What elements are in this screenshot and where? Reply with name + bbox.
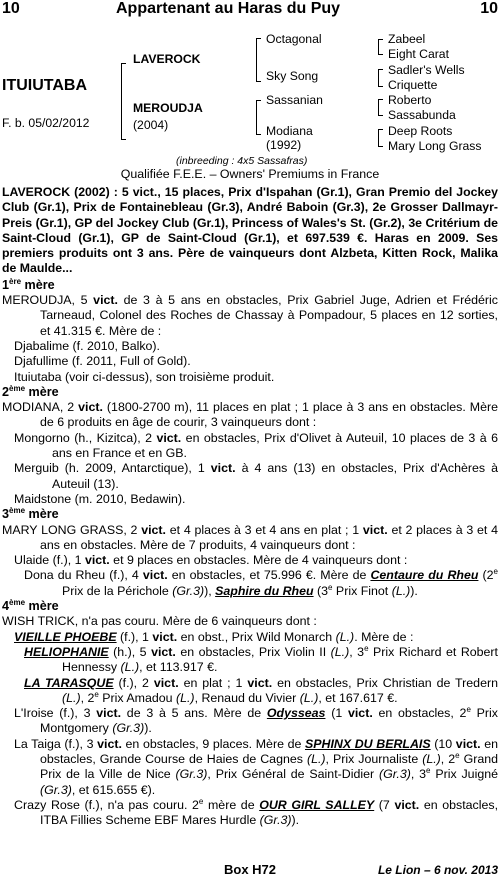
fourth-dam-heading xyxy=(2,599,498,614)
fourth-dam-record: WISH TRICK, n'a pas couru. Mère de 6 vainqueurs dont : xyxy=(2,614,317,629)
text-run: en obstacles, ITBA Fillies Scheme EBF Mares Hurdle xyxy=(40,797,499,828)
text-run: LA TARASQUE xyxy=(24,675,114,690)
pedigree-bracket xyxy=(378,129,383,147)
g3-ancestor: Mary Long Grass xyxy=(388,139,482,153)
text-run: en obstacles, Grande Course de Haies de Cagnes xyxy=(40,736,498,766)
text-run: (Gr.3) xyxy=(259,813,292,828)
text-run: e xyxy=(493,567,498,577)
text-run: ème xyxy=(9,506,26,516)
text-run: en obstacles, 2 xyxy=(372,706,467,721)
text-run: (Gr.3) xyxy=(378,767,411,782)
text-run: , 3 xyxy=(349,644,365,659)
text-run: vict. xyxy=(84,553,110,568)
box-number: Box H72 xyxy=(223,862,277,877)
text-run: Ulaide (f.), 1 xyxy=(14,553,85,568)
dam-name: MEROUDJA xyxy=(133,101,203,115)
g3-ancestor: Sassabunda xyxy=(388,108,456,122)
text-run: MEROUDJA, 5 xyxy=(2,293,94,308)
lot-number-left: 10 xyxy=(2,0,20,17)
text-run: ère xyxy=(9,276,22,286)
text-run: , Renaud du Vivier xyxy=(194,690,300,705)
text-run: 4 xyxy=(2,599,10,614)
text-run: , Prix Journaliste xyxy=(325,751,423,766)
produce-entry xyxy=(2,798,498,829)
text-run: Prix Juigné xyxy=(430,767,498,782)
text-run: (L.) xyxy=(335,629,355,644)
page-title: Appartenant au Haras du Puy xyxy=(116,0,341,17)
text-run: (10 xyxy=(430,736,456,751)
text-run: MODIANA, 2 xyxy=(2,400,79,415)
text-run: (3 xyxy=(313,583,329,598)
text-run: (L.) xyxy=(120,660,140,675)
text-run: vict. xyxy=(152,629,178,644)
text-run: mère xyxy=(25,507,59,522)
text-run: en obstacles, Prix Violin II xyxy=(175,644,331,659)
text-run: à 4 ans (13) en obstacles, Prix d'Achères à Auteuil (13). xyxy=(52,461,498,491)
pedigree-bracket xyxy=(256,100,261,135)
text-run: Dona du Rheu (f.), 4 xyxy=(24,568,143,583)
g3-ancestor: Deep Roots xyxy=(388,124,453,138)
text-run: (7 xyxy=(374,797,395,812)
text-run: en obstacles, et 75.996 €. Mère de xyxy=(167,568,371,583)
text-run: (Gr.3) xyxy=(175,767,208,782)
g3-ancestor: Sadler's Wells xyxy=(388,63,465,77)
text-run: de 3 à 5 ans en obstacles, Prix Gabriel Juge, Adrien et Frédéric Tarneaud, Colonel des Roches de Chassay à Pompadour, 5 places en 12 sorties, et 41.315 €. Mère de : xyxy=(40,293,498,338)
text-run: SPHINX DU BERLAIS xyxy=(304,736,431,751)
produce-entry: Djafullime (f. 2011, Full of Gold). xyxy=(14,354,191,369)
text-run: de 3 à 5 ans. Mère de xyxy=(121,706,267,721)
text-run: . Mère de : xyxy=(354,629,414,644)
text-run: ). xyxy=(410,583,418,598)
text-run: , Prix Général de Saint-Didier xyxy=(207,767,379,782)
text-run: vict. xyxy=(156,430,182,445)
text-run: Mongorno (h., Kizitca), 2 xyxy=(14,430,157,445)
text-run: VIEILLE PHOEBE xyxy=(14,629,117,644)
pedigree-bracket xyxy=(121,63,126,140)
text-run: vict. xyxy=(362,522,388,537)
text-run: (f.), 1 xyxy=(116,629,153,644)
text-run: mère xyxy=(25,384,59,399)
text-run: et 2 places à 3 et 4 ans en obstacles. Mère de 7 produits, 4 vainqueurs dont : xyxy=(40,522,498,552)
horse-name: ITUIUTABA xyxy=(2,77,88,94)
text-run: , 3 xyxy=(410,767,427,782)
dam-sire: Sassanian xyxy=(266,93,323,107)
text-run: vict. xyxy=(151,644,176,659)
text-run: (L.) xyxy=(330,644,350,659)
text-run: , et 113.917 €. xyxy=(139,660,218,675)
dam-dam: Modiana xyxy=(266,124,313,138)
text-run: vict. xyxy=(247,675,273,690)
sire-record: LAVEROCK (2002) : 5 vict., 15 places, Prix d'Ispahan (Gr.1), Gran Premio del Jockey Club (Gr.1), Prix de Fontainebleau (Gr.3), André Baboin (Gr.3), 2e Grosser Dallmayr-Preis (Gr.1), GP del Jockey Club (Gr.1), Princess of Wales's St. (Gr.2), 3e Critérium de Saint-Cloud (Gr.1), GP de Saint-Cloud (Gr.1), et 697.539 €. Haras en 2009. Ses premiers produits ont 3 ans. Père de vainqueurs dont Alzbeta, Kitten Rock, Malika de Maulde... xyxy=(2,185,498,276)
text-run: Merguib (h. 2009, Antarctique), 1 xyxy=(14,461,211,476)
text-run: , et 167.617 €. xyxy=(318,690,398,705)
second-dam-record xyxy=(2,400,498,431)
g3-ancestor: Zabeel xyxy=(388,32,426,46)
text-run: en obst., Prix Wild Monarch xyxy=(177,629,336,644)
text-run: (Gr.3) xyxy=(112,721,145,736)
text-run: La Taiga (f.), 3 xyxy=(14,736,98,751)
text-run: (L.) xyxy=(299,690,319,705)
text-run: , 2 xyxy=(440,751,456,766)
g3-ancestor: Criquette xyxy=(388,78,438,92)
text-run: L'Iroise (f.), 3 xyxy=(14,706,97,721)
catalogue-body xyxy=(2,185,498,828)
text-run: (1800-2700 m), 11 places en plat ; 1 place à 3 ans en obstacles. Mère de 6 produits en âge de courir, 3 vainqueurs dont : xyxy=(40,400,498,430)
text-run: ème xyxy=(9,383,26,393)
text-run: vict. xyxy=(347,706,373,721)
produce-entry xyxy=(2,630,498,645)
qualification-line: Qualifiée F.E.E. – Owners' Premiums in France xyxy=(120,167,380,181)
text-run: (f.), 2 xyxy=(113,675,154,690)
first-dam-heading xyxy=(2,278,498,293)
text-run: e xyxy=(328,582,333,592)
text-run: (Gr.3) xyxy=(40,782,72,797)
produce-entry: Ituiutaba (voir ci-dessus), son troisième produit. xyxy=(14,369,275,384)
text-run: (h.), 5 xyxy=(108,644,152,659)
text-run: ème xyxy=(9,597,26,607)
text-run: vict. xyxy=(455,736,481,751)
horse-info: F. b. 05/02/2012 xyxy=(2,116,90,130)
text-run: Prix Finot xyxy=(332,583,392,598)
text-run: en obstacles, Prix d'Olivet à Auteuil, 10 places de 3 à 6 ans en France et en GB. xyxy=(52,430,498,461)
g3-ancestor: Roberto xyxy=(388,93,432,107)
text-run: en obstacles, 9 places. Mère de xyxy=(121,736,305,751)
produce-entry xyxy=(2,461,498,492)
produce-entry xyxy=(2,553,498,568)
text-run: en obstacles, Prix Christian de Tredern xyxy=(272,675,498,690)
text-run: (L.) xyxy=(422,751,441,766)
text-run: (Gr.3) xyxy=(172,583,205,598)
text-run: vict. xyxy=(97,736,122,751)
text-run: e xyxy=(426,766,431,776)
text-run: Crazy Rose (f.), n'a pas couru. 2 xyxy=(14,797,199,812)
text-run: vict. xyxy=(93,293,118,308)
text-run: vict. xyxy=(96,706,122,721)
text-run: (L.) xyxy=(306,751,326,766)
text-run: Prix Amadou xyxy=(98,690,176,705)
text-run: mère xyxy=(21,277,55,292)
text-run: Prix de la Périchole xyxy=(62,583,173,598)
g3-ancestor: Eight Carat xyxy=(388,47,449,61)
text-run: ). xyxy=(291,813,300,828)
text-run: vict. xyxy=(394,797,420,812)
sire-dam: Sky Song xyxy=(266,69,319,83)
text-run: ). xyxy=(144,721,152,736)
produce-entry xyxy=(2,706,498,737)
text-run: vict. xyxy=(141,522,166,537)
text-run: MARY LONG GRASS, 2 xyxy=(2,522,142,537)
pedigree-bracket xyxy=(378,69,383,87)
dam-year: (2004) xyxy=(133,118,169,132)
sale-date: Le Lion – 6 nov. 2013 xyxy=(377,863,498,877)
text-run: (2 xyxy=(478,568,494,583)
third-dam-record xyxy=(2,523,498,554)
produce-entry xyxy=(2,645,498,676)
pedigree-bracket xyxy=(378,99,383,116)
text-run: 3 xyxy=(2,507,10,522)
produce-entry xyxy=(2,431,498,462)
text-run: 1 xyxy=(2,277,10,292)
text-run: Saphire du Rheu xyxy=(215,583,314,598)
text-run: ), xyxy=(204,583,216,598)
text-run: vict. xyxy=(153,675,179,690)
text-run: 2 xyxy=(2,384,10,399)
text-run: HELIOPHANIE xyxy=(24,644,109,659)
text-run: en plat ; 1 xyxy=(178,675,248,690)
pedigree-bracket xyxy=(378,39,383,55)
text-run: , 2 xyxy=(80,690,95,705)
produce-entry: Maidstone (m. 2010, Bedawin). xyxy=(14,491,186,506)
dam-dam-year: (1992) xyxy=(266,138,302,152)
produce-entry xyxy=(2,676,498,707)
text-run: (L.) xyxy=(391,583,411,598)
text-run: et 4 places à 3 et 4 ans en plat ; 1 xyxy=(165,522,363,537)
produce-entry xyxy=(2,737,498,798)
text-run: (L.) xyxy=(175,690,195,705)
text-run: vict. xyxy=(210,461,236,476)
first-dam-record xyxy=(2,293,498,339)
text-run: e xyxy=(94,689,99,699)
text-run: e xyxy=(364,643,369,653)
inbreeding-note: (inbreeding : 4x5 Sassafras) xyxy=(176,155,308,167)
produce-entry xyxy=(2,568,498,599)
sire-sire: Octagonal xyxy=(266,32,322,46)
produce-entry: Djabalime (f. 2010, Balko). xyxy=(14,338,161,353)
text-run: e xyxy=(455,750,460,760)
text-run: vict. xyxy=(142,568,168,583)
text-run: , et 615.655 €). xyxy=(71,782,156,797)
third-dam-heading xyxy=(2,507,498,522)
text-run: Odysseas xyxy=(266,706,326,721)
text-run: mère de xyxy=(203,797,260,812)
text-run: et 9 places en obstacles. Mère de 4 vainqueurs dont : xyxy=(109,553,408,568)
second-dam-heading xyxy=(2,385,498,400)
text-run: Grand Prix de la Ville de Nice xyxy=(40,751,499,782)
text-run: Prix Montgomery xyxy=(40,706,499,736)
text-run: e xyxy=(198,796,204,806)
sire-name: LAVEROCK xyxy=(133,52,201,66)
text-run: (1 xyxy=(325,706,348,721)
lot-number-right: 10 xyxy=(480,0,498,17)
text-run: OUR GIRL SALLEY xyxy=(259,797,375,812)
text-run: vict. xyxy=(78,400,103,415)
text-run: (L.) xyxy=(62,690,81,705)
pedigree-bracket xyxy=(256,38,261,82)
text-run: Centaure du Rheu xyxy=(370,568,479,583)
text-run: Prix Richard et Robert Hennessy xyxy=(62,644,499,675)
text-run: e xyxy=(466,704,471,714)
text-run: mère xyxy=(25,599,59,614)
